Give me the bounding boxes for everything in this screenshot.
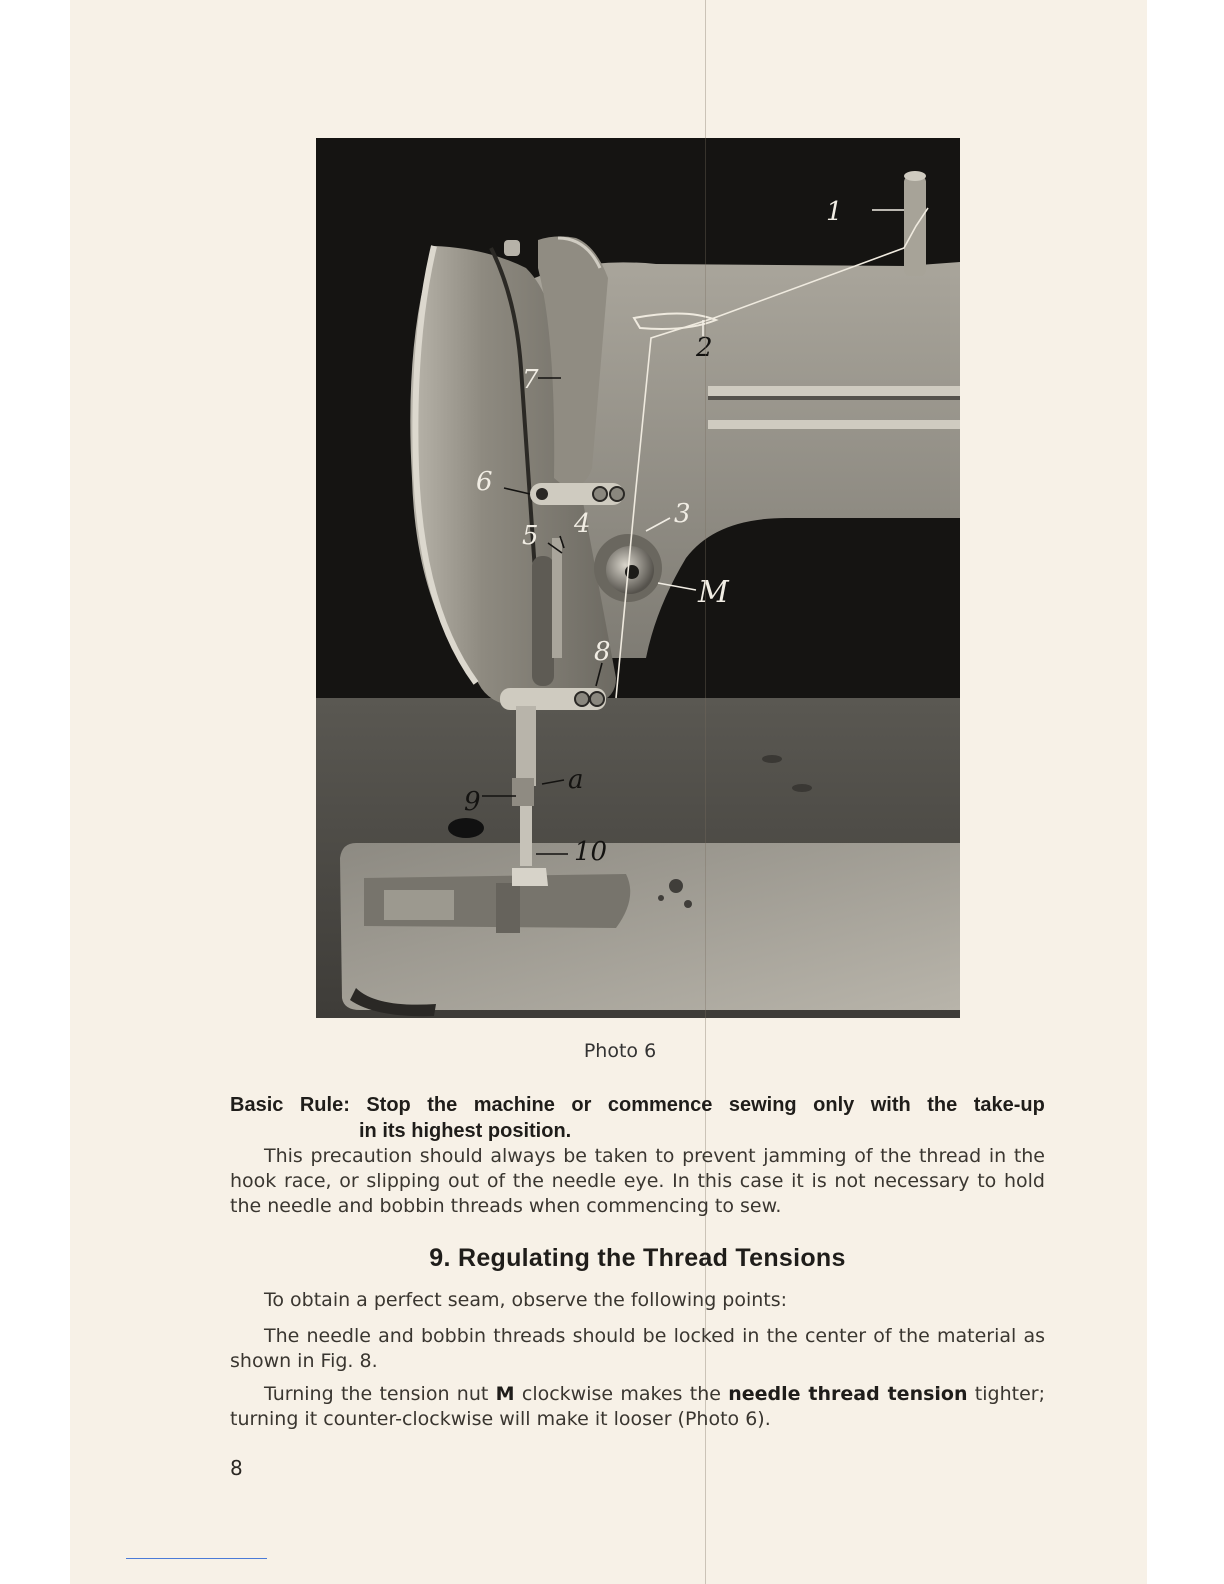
tension-text-e: tighter; turning it counter-clockwise will make it looser (Photo 6). — [230, 1383, 1045, 1430]
rule-word: sewing — [728, 1094, 797, 1116]
section-heading: 9. Regulating the Thread Tensions — [429, 1244, 846, 1272]
rule-word: Stop — [366, 1094, 411, 1116]
rule-word: the — [427, 1094, 458, 1116]
rule-word: commence — [607, 1094, 713, 1116]
figure-label-6: 6 — [476, 467, 493, 497]
figure-label-7: 7 — [522, 365, 539, 395]
rule-word: take-up — [973, 1094, 1045, 1116]
figure-label-8: 8 — [594, 637, 611, 667]
tension-text-c: clockwise makes the — [514, 1383, 729, 1405]
figure-label-2: 2 — [696, 333, 713, 363]
photo-caption: Photo 6 — [583, 1040, 657, 1062]
tension-text-a: Turning the tension nut — [264, 1383, 496, 1405]
rule-word: machine — [473, 1094, 555, 1116]
rule-word: the — [927, 1094, 958, 1116]
figure-label-9: 9 — [464, 787, 481, 817]
basic-rule-line-2: in its highest position. — [359, 1120, 572, 1142]
bottom-rule — [126, 1558, 267, 1559]
figure-label-3: 3 — [674, 499, 691, 529]
figure-label-5: 5 — [522, 521, 539, 551]
figure-label-4: 4 — [574, 509, 591, 539]
rule-word: only — [813, 1094, 855, 1116]
center-lock-paragraph: The needle and bobbin threads should be locked in the center of the material as shown in Fig. 8. — [230, 1325, 1045, 1372]
page-number: 8 — [230, 1456, 243, 1480]
intro-paragraph: To obtain a perfect seam, observe the following points: — [264, 1289, 788, 1311]
rule-word: Basic — [230, 1094, 284, 1116]
precaution-paragraph: This precaution should always be taken to prevent jamming of the thread in the hook race, or slipping out of the needle eye. In this case it is not necessary to hold the needle and bobbin threads when commencing to sew. — [230, 1145, 1045, 1217]
needle-thread-tension-label: needle thread tension — [728, 1383, 968, 1405]
tension-paragraph — [230, 1382, 1045, 1432]
figure-label-m: M — [698, 575, 729, 610]
figure-label-a: a — [568, 765, 584, 795]
sewing-machine-photo — [316, 138, 960, 1018]
rule-word: with — [870, 1094, 911, 1116]
rule-word: or — [571, 1094, 592, 1116]
figure-label-10: 10 — [574, 837, 608, 867]
basic-rule — [230, 1092, 1045, 1144]
figure-label-1: 1 — [826, 197, 843, 227]
rule-word: Rule: — [299, 1094, 350, 1116]
basic-rule-line-1 — [230, 1092, 1045, 1118]
sewing-machine-illustration — [316, 138, 960, 1018]
tension-nut-label: M — [495, 1383, 515, 1405]
